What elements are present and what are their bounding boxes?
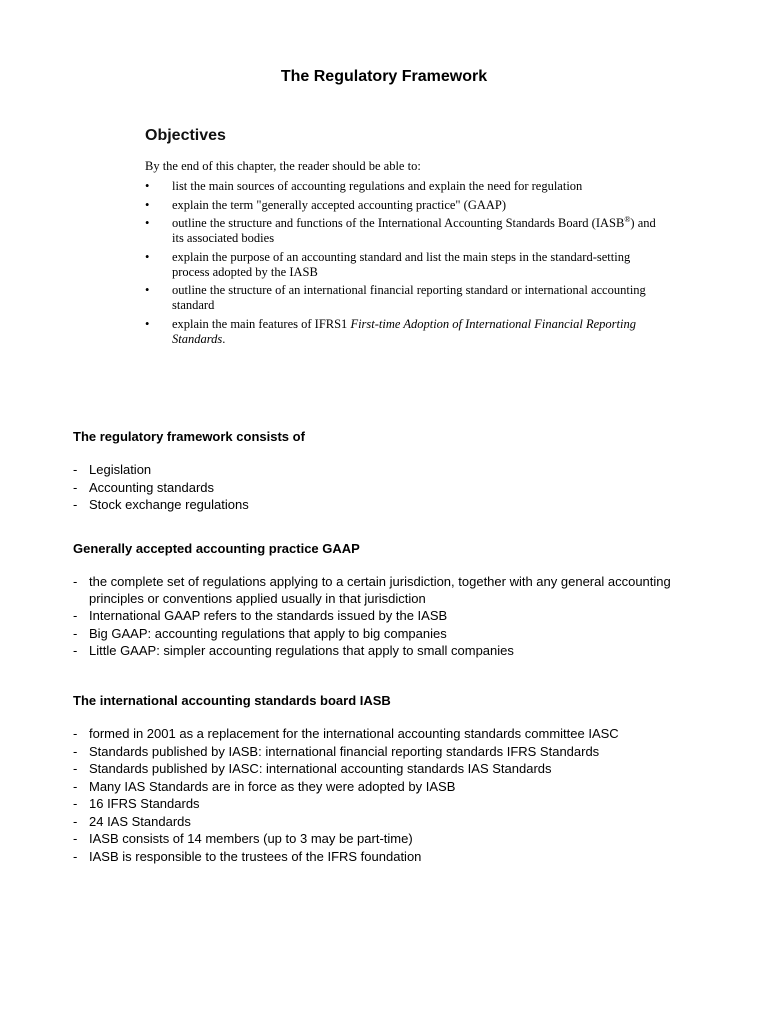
objectives-heading: Objectives — [145, 127, 226, 144]
objectives-box — [145, 127, 665, 350]
list-item-text: Standards published by IASC: international accounting standards IAS Standards — [89, 761, 552, 776]
bullet-icon: • — [145, 283, 150, 297]
list-item — [73, 462, 713, 479]
objective-text: explain the purpose of an accounting standard and list the main steps in the standard-setting process adopted by the IASB — [172, 249, 631, 279]
list-item — [73, 608, 713, 625]
objective-item — [145, 216, 665, 246]
list-item — [73, 497, 713, 514]
objective-text-part: . — [222, 331, 226, 346]
dash-icon: - — [73, 813, 78, 829]
objectives-intro: By the end of this chapter, the reader should be able to: — [145, 159, 421, 173]
section-heading: Generally accepted accounting practice GAAP — [73, 541, 360, 556]
section-list — [73, 462, 713, 514]
list-item-text: Big GAAP: accounting regulations that apply to big companies — [89, 625, 447, 641]
dash-icon: - — [73, 778, 78, 794]
dash-icon: - — [73, 796, 78, 811]
bullet-icon: • — [145, 249, 150, 264]
list-item — [73, 643, 713, 660]
list-item-text: Many IAS Standards are in force as they were adopted by IASB — [89, 778, 456, 794]
section-gaap — [73, 541, 713, 661]
dash-icon: - — [73, 831, 78, 846]
list-item-text: 24 IAS Standards — [89, 813, 191, 829]
list-item-text: Accounting standards — [89, 479, 215, 495]
list-item — [73, 849, 713, 866]
objective-item — [145, 283, 665, 313]
bullet-icon: • — [145, 179, 150, 193]
objectives-list — [145, 179, 665, 347]
dash-icon: - — [73, 462, 78, 477]
dash-icon: - — [73, 848, 78, 864]
list-item-text: Little GAAP: simpler accounting regulations that apply to small companies — [89, 643, 514, 658]
section-heading: The regulatory framework consists of — [73, 429, 305, 444]
list-item — [73, 761, 713, 778]
document-title: The Regulatory Framework — [280, 68, 488, 85]
dash-icon: - — [73, 608, 78, 623]
list-item — [73, 814, 713, 831]
dash-icon: - — [73, 497, 78, 512]
list-item-text: formed in 2001 as a replacement for the international accounting standards committee IASC — [89, 726, 619, 741]
list-item — [73, 779, 713, 796]
objective-text-part: outline the structure and functions of the International Accounting Standards Board (IASB — [172, 216, 625, 230]
objective-text-part: explain the main features of IFRS1 — [172, 316, 351, 331]
dash-icon: - — [73, 625, 78, 641]
section-list — [73, 726, 713, 865]
section-heading: The international accounting standards board IASB — [73, 693, 391, 708]
list-item-text: Standards published by IASB: international financial reporting standards IFRS Standards — [89, 743, 600, 759]
section-iasb — [73, 693, 713, 866]
list-item-text: International GAAP refers to the standards issued by the IASB — [89, 608, 448, 623]
list-item-text: the complete set of regulations applying to a certain jurisdiction, together with any general accounting principles or conventions applied usually in that jurisdiction — [89, 574, 671, 606]
list-item — [73, 831, 713, 848]
list-item-text: Stock exchange regulations — [89, 497, 249, 512]
dash-icon: - — [73, 574, 78, 589]
list-item — [73, 574, 713, 607]
list-item — [73, 480, 713, 497]
objective-item — [145, 250, 665, 280]
objective-text — [172, 317, 636, 346]
registered-mark: ® — [624, 214, 631, 224]
dash-icon: - — [73, 479, 78, 495]
bullet-icon: • — [145, 216, 150, 230]
standard-title: First-time Adoption of International Financial Reporting Standards — [172, 316, 636, 346]
objective-item — [145, 179, 665, 194]
dash-icon: - — [73, 643, 78, 658]
bullet-icon: • — [145, 316, 150, 331]
objective-item — [145, 317, 665, 347]
objective-text-part: ) and its associated bodies — [172, 216, 656, 245]
list-item-text: Legislation — [89, 462, 152, 477]
objective-item — [145, 198, 665, 213]
objective-text: list the main sources of accounting regulations and explain the need for regulation — [172, 179, 583, 193]
dash-icon: - — [73, 726, 78, 741]
dash-icon: - — [73, 743, 78, 759]
section-list — [73, 574, 713, 660]
section-regulatory-framework — [73, 429, 713, 515]
bullet-icon: • — [145, 197, 150, 212]
list-item-text: 16 IFRS Standards — [89, 796, 200, 811]
list-item — [73, 726, 713, 743]
list-item — [73, 626, 713, 643]
objective-text — [172, 216, 656, 245]
list-item-text: IASB consists of 14 members (up to 3 may be part-time) — [89, 831, 413, 846]
list-item — [73, 744, 713, 761]
objective-text: outline the structure of an international financial reporting standard or international accounting standard — [172, 283, 646, 312]
objective-text: explain the term "generally accepted accounting practice" (GAAP) — [172, 197, 507, 212]
list-item — [73, 796, 713, 813]
dash-icon: - — [73, 761, 78, 776]
list-item-text: IASB is responsible to the trustees of the IFRS foundation — [89, 848, 422, 864]
